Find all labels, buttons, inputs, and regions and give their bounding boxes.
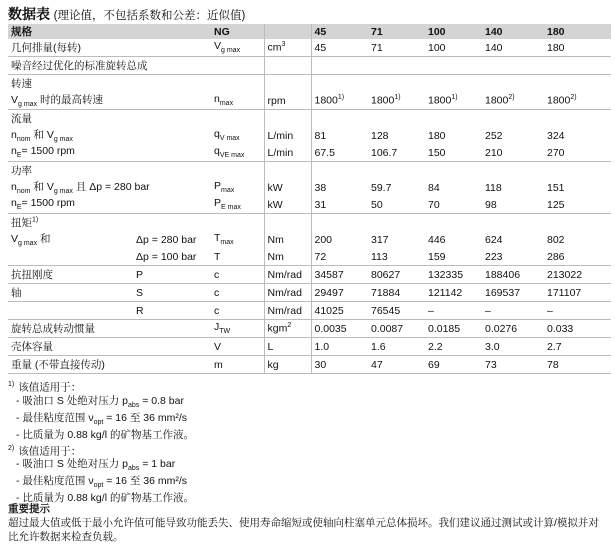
row-label: 壳体容量 [8,338,211,356]
header-label: 规格 [8,24,211,39]
row-unit: Nm/rad [264,266,311,284]
table-cell: 41025 [311,302,368,320]
table-cell: 121142 [425,284,482,302]
table-cell: 0.0276 [482,320,544,338]
table-cell: 47 [368,356,425,374]
row-power-e [8,196,611,214]
row-stiffness-s [8,284,611,302]
title-subtitle: (理论值，不包括系数和公差：近似值) [53,10,246,22]
table-cell: 113 [368,248,425,266]
table-cell: 252 [485,129,503,142]
section-label: 转速 [11,78,32,90]
table-cell: 70 [425,196,482,214]
table-cell: 71884 [368,284,425,302]
table-cell: 446 [428,233,446,246]
table-cell: 2.2 [425,338,482,356]
section-label: 流量 [11,113,32,125]
row-stiffness-p [8,266,611,284]
header-size: 45 [311,24,368,39]
title-text: 数据表 [8,6,50,22]
row-symbol: c [211,302,264,320]
table-cell: 34587 [311,266,368,284]
table-cell: – [425,302,482,320]
row-displacement [8,39,611,57]
footnote-item: - 最佳粘度范围 $\nu_{opt} = 16$ 至 36 mm²/s [16,475,188,490]
footnote-item: - 比质量为 0.88 kg/l 的矿物基工作液。 [16,428,194,441]
row-symbol: $J_{TW}$ [211,320,264,338]
table-cell: 67.5 [311,144,368,162]
row-unit: Nm [264,231,311,248]
table-cell: 1800$^{1)}$ [368,92,425,110]
table-cell: 624 [485,233,503,246]
footnote-item: - 吸油口 S 处绝对压力 $p_{abs} = 0.8$ bar [16,394,184,409]
header-size: 71 [368,24,425,39]
row-label: $V_{g max}$ 时的最高转速 [8,92,211,110]
row-speed-section [8,75,611,93]
row-symbol: $q_{VE max}$ [211,144,264,162]
table-cell: 76545 [368,302,425,320]
row-unit: L/min [264,144,311,162]
row-key: P [133,266,211,284]
row-label: $n_{nom}$ 和 $V_{g max}$ 且 Δp = 280 bar [11,181,150,196]
table-cell: 100 [425,39,482,57]
row-unit: L/min [264,127,311,144]
table-cell: 169537 [482,284,544,302]
row-symbol: $n_{max}$ [211,92,264,110]
row-flow-max [8,127,611,144]
row-power-section [8,162,611,180]
table-cell: – [544,302,611,320]
table-cell: 0.033 [544,320,611,338]
table-cell: 200 [311,231,368,248]
row-torque-section [8,214,611,232]
table-cell: 0.0087 [368,320,425,338]
notice-heading: 重要提示 [8,503,50,515]
table-cell: 38 [311,179,368,196]
table-cell: 71 [368,39,425,57]
table-cell: 140 [482,39,544,57]
table-cell: 317 [371,233,389,246]
row-label: 旋转总成转动惯量 [8,320,211,338]
row-symbol: $P_{max}$ [214,180,235,195]
table-cell: 98 [482,196,544,214]
row-condition: Δp = 280 bar [136,233,197,246]
footnote-1: $^{1)}$ 该值适用于： - 吸油口 S 处绝对压力 $p_{abs} = 0.8$ bar - 最佳粘度范围 $\nu_{opt} = 16$ 至 36 mm²/s - 比质量为 0.88 kg/l 的矿物基工作液。 [8,381,194,441]
header-size: 100 [425,24,482,39]
important-notice [8,502,608,544]
spec-table [8,24,611,374]
table-cell: 180 [428,129,446,142]
table-cell: 29497 [311,284,368,302]
section-label: 扭矩$^{1)}$ [11,216,39,229]
header-size: 140 [482,24,544,39]
table-cell: 125 [544,196,611,214]
row-unit: Nm/rad [264,302,311,320]
notice-body: 超过最大值或低于最小允许值可能导致功能丢失、使用寿命缩短或使轴向柱塞单元总体损坏。我们建议通过测试或计算/模拟并对比允许数据来检查负载。 [8,517,599,543]
table-cell: 1800$^{2)}$ [544,92,611,110]
footnote-item: - 吸油口 S 处绝对压力 $p_{abs} = 1$ bar [16,458,176,473]
row-unit: $cm^3$ [264,39,311,57]
table-cell: 106.7 [368,144,425,162]
table-cell: 3.0 [482,338,544,356]
table-cell: 1800$^{1)}$ [311,92,368,110]
row-unit: rpm [264,92,311,110]
row-key: S [133,284,211,302]
footnote-item: - 比质量为 0.88 kg/l 的矿物基工作液。 [16,492,194,505]
table-cell: 30 [311,356,368,374]
row-unit: kg [264,356,311,374]
table-cell: 286 [544,248,611,266]
row-torque-100 [8,248,611,266]
section-label: 抗扭刚度 [8,266,133,284]
row-unit: kW [264,196,311,214]
footnote-2: $^{2)}$ 该值适用于： - 吸油口 S 处绝对压力 $p_{abs} = 1$ bar - 最佳粘度范围 $\nu_{opt} = 16$ 至 36 mm²/s - 比质量为 0.88 kg/l 的矿物基工作液。 [8,444,194,505]
table-cell: 80627 [368,266,425,284]
table-cell: 180 [544,39,611,57]
row-stiffness-r [8,302,611,320]
row-power-max [8,179,611,196]
table-cell: 802 [547,233,565,246]
row-label: $V_{g max}$ 和 [11,233,51,248]
table-cell: 210 [482,144,544,162]
table-cell: 31 [311,196,368,214]
table-cell: 118 [485,181,502,194]
row-key: R [133,302,211,320]
table-cell: 69 [425,356,482,374]
row-case-volume [8,338,611,356]
row-label: $n_{nom}$ 和 $V_{g max}$ [11,129,73,144]
table-cell: 171107 [544,284,611,302]
table-cell: 72 [311,248,368,266]
header-row [8,24,611,39]
table-cell: 270 [544,144,611,162]
sheet-title [8,4,245,24]
row-speed [8,92,611,110]
row-symbol: T [211,248,264,266]
row-condition: Δp = 100 bar [133,248,211,266]
table-cell: 81 [311,127,368,144]
table-cell: – [482,302,544,320]
row-weight [8,356,611,374]
row-noise-section [8,57,611,75]
row-symbol: $T_{max}$ [214,232,234,247]
table-cell: 1.6 [368,338,425,356]
table-cell: 78 [544,356,611,374]
row-label: 重量 (不带直接传动) [8,356,211,374]
footnotes [8,378,194,505]
table-cell: 213022 [544,266,611,284]
table-cell: 45 [311,39,368,57]
row-label: 轴 [8,284,133,302]
row-symbol: m [211,356,264,374]
table-cell: 73 [482,356,544,374]
table-cell: 159 [425,248,482,266]
table-cell: 84 [428,181,440,194]
row-inertia [8,320,611,338]
table-cell: 1800$^{2)}$ [482,92,544,110]
table-cell: 128 [371,129,389,142]
table-cell: 150 [425,144,482,162]
row-label: $n_E= 1500$ rpm [8,196,211,214]
table-cell: 50 [368,196,425,214]
row-symbol: $V_{g max}$ [211,39,264,57]
table-cell: 1.0 [311,338,368,356]
table-cell: 2.7 [544,338,611,356]
row-symbol: V [211,338,264,356]
table-cell: 0.0185 [425,320,482,338]
header-size: 180 [544,24,611,39]
row-unit: L [264,338,311,356]
row-label: 几何排量(每转) [8,39,211,57]
row-unit: Nm/rad [264,284,311,302]
header-sym: NG [211,24,264,39]
table-cell: 223 [482,248,544,266]
section-label: 功率 [11,165,32,177]
row-symbol: $P_{E max}$ [211,196,264,214]
row-flow-section [8,110,611,128]
row-unit: Nm [264,248,311,266]
row-unit: kgm$^2$ [264,320,311,338]
table-cell: 1800$^{1)}$ [425,92,482,110]
row-flow-e [8,144,611,162]
table-cell: 59.7 [371,181,392,194]
footnote-item: - 最佳粘度范围 $\nu_{opt} = 16$ 至 36 mm²/s [16,411,188,426]
row-label: $n_E= 1500$ rpm [8,144,211,162]
table-cell: 188406 [482,266,544,284]
table-cell: 151 [547,181,565,194]
row-unit: kW [264,179,311,196]
section-label: 噪音经过优化的标准旋转总成 [8,57,264,75]
row-torque-max [8,231,611,248]
row-symbol: c [211,284,264,302]
table-cell: 132335 [425,266,482,284]
table-cell: 0.0035 [311,320,368,338]
row-symbol: c [211,266,264,284]
row-symbol: $q_{V max}$ [214,128,240,143]
table-cell: 324 [547,129,565,142]
